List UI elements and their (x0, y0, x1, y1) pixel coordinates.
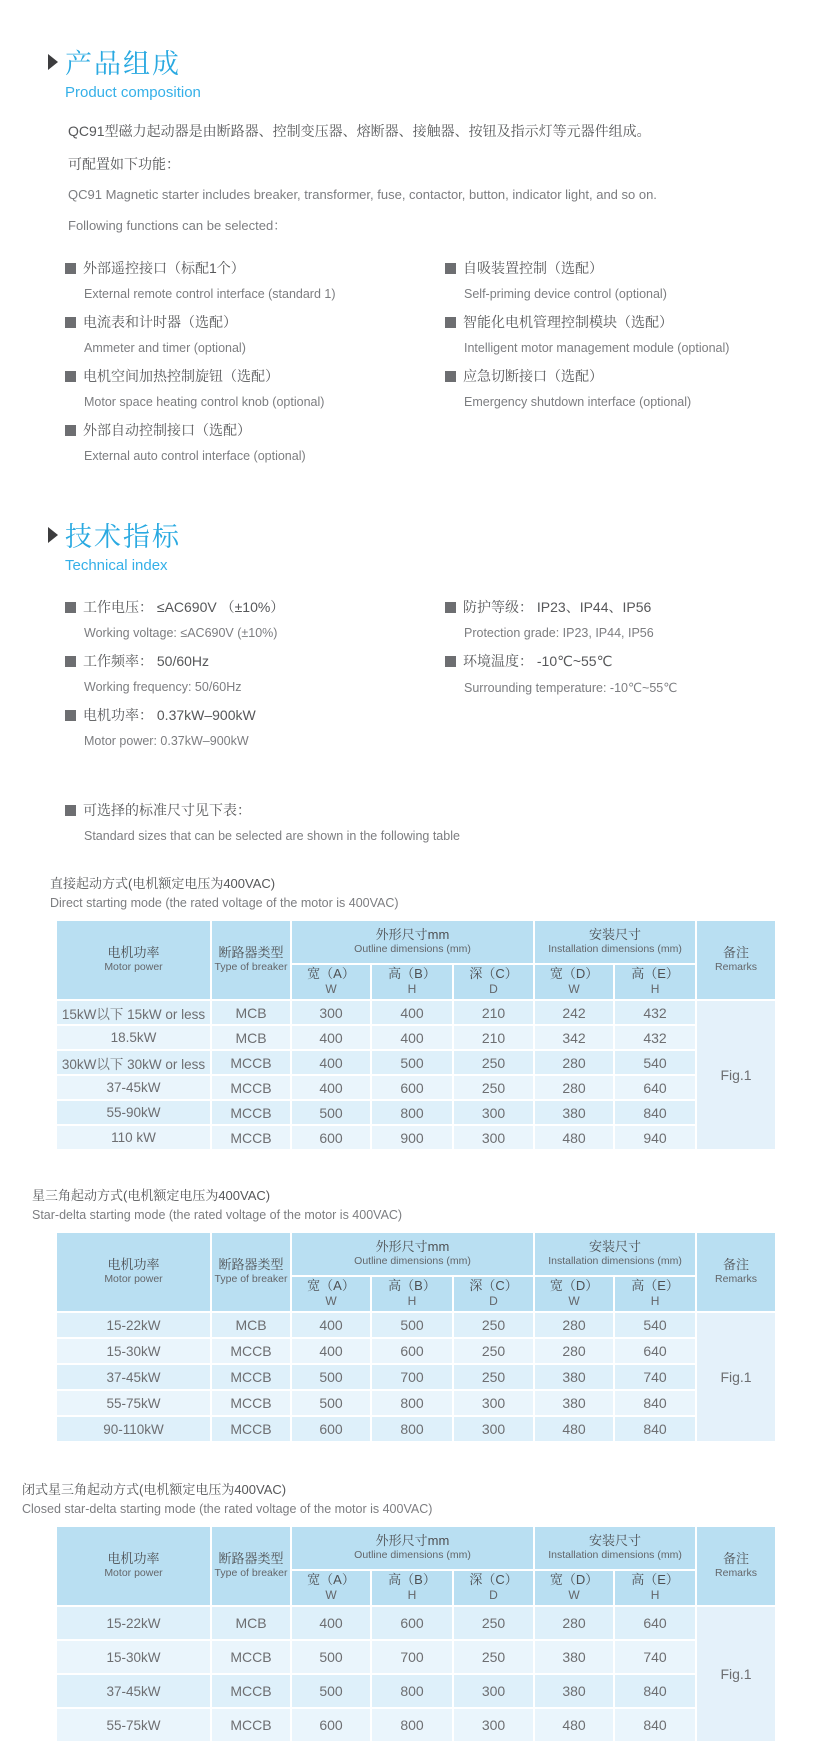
table-cell: 342 (534, 1025, 614, 1050)
column-header-outline-dimensions: 外形尺寸mm Outline dimensions (mm) (291, 1232, 534, 1276)
column-subheader: 深（C） D (453, 964, 534, 1000)
table-cell: 250 (453, 1606, 534, 1640)
table-cell: MCCB (211, 1390, 291, 1416)
list-item-label-en: Motor space heating control knob (optional) (84, 395, 325, 409)
table-cell: 400 (291, 1025, 371, 1050)
remarks-cell: Fig.1 (696, 1000, 776, 1150)
table-cell: 800 (371, 1390, 453, 1416)
bullet-square-icon (445, 263, 456, 274)
column-header-installation-dimensions: 安装尺寸 Installation dimensions (mm) (534, 1526, 696, 1570)
table-header (56, 920, 776, 1000)
column-subheader: 宽（A） W (291, 1570, 371, 1606)
table-cell: 55-75kW (56, 1390, 211, 1416)
list-item-text-cn: 智能化电机管理控制模块（选配） (463, 314, 673, 330)
product-description (68, 121, 830, 234)
table-cell: 540 (614, 1312, 696, 1338)
list-item-label-cn (65, 420, 445, 440)
section-arrow-icon (48, 527, 58, 543)
table-cell: 37-45kW (56, 1364, 211, 1390)
table-cell: 90-110kW (56, 1416, 211, 1442)
table-row (56, 1050, 776, 1075)
table-row (56, 1338, 776, 1364)
table-block-star-delta (0, 1185, 830, 1443)
table-cell: 300 (453, 1390, 534, 1416)
table-cell: 300 (453, 1125, 534, 1150)
description-cn-line2: 可配置如下功能： (68, 156, 180, 172)
table-cell: MCB (211, 1000, 291, 1025)
list-item-text-cn: 工作电压： ≤AC690V （±10%） (83, 599, 285, 615)
table-cell: 500 (291, 1390, 371, 1416)
table-title-cn: 直接起动方式(电机额定电压为400VAC) (50, 876, 276, 891)
table-cell: 300 (453, 1674, 534, 1708)
list-item-text-cn: 电机功率： 0.37kW–900kW (83, 707, 256, 723)
table-row (56, 1100, 776, 1125)
list-item (65, 420, 445, 463)
table-title-en: Closed star-delta starting mode (the rated voltage of the motor is 400VAC) (22, 1502, 433, 1516)
list-item-label-en: Surrounding temperature: -10℃~55℃ (464, 681, 678, 695)
bullet-square-icon (65, 602, 76, 613)
table-cell: 400 (371, 1000, 453, 1025)
section-title-en: Technical index (65, 557, 168, 574)
table-title-cn: 闭式星三角起动方式(电机额定电压为400VAC) (22, 1482, 287, 1497)
table-cell: MCCB (211, 1416, 291, 1442)
table-cell: 280 (534, 1075, 614, 1100)
table-cell: 55-75kW (56, 1708, 211, 1742)
bullet-square-icon (65, 371, 76, 382)
table-cell: 30kW以下 30kW or less (56, 1050, 211, 1075)
bullet-square-icon (65, 710, 76, 721)
list-item-text-cn: 防护等级： IP23、IP44、IP56 (463, 599, 652, 615)
table-cell: 242 (534, 1000, 614, 1025)
table-cell: 280 (534, 1312, 614, 1338)
table-cell: 15-30kW (56, 1640, 211, 1674)
table-cell: 640 (614, 1075, 696, 1100)
list-item-text-cn: 自吸装置控制（选配） (463, 260, 603, 276)
list-item (445, 312, 830, 355)
column-header-motor-power: 电机功率 Motor power (56, 1232, 211, 1312)
list-item-text-cn: 工作频率： 50/60Hz (83, 653, 210, 669)
table-cell: 500 (291, 1100, 371, 1125)
table-cell: 280 (534, 1606, 614, 1640)
table-cell: 380 (534, 1390, 614, 1416)
table-row (56, 1416, 776, 1442)
table-block-direct-starting (0, 873, 830, 1151)
feature-list (65, 247, 830, 463)
sizes-note-en: Standard sizes that can be selected are shown in the following table (84, 829, 460, 843)
feature-list-left (65, 247, 445, 463)
table-cell: 500 (291, 1640, 371, 1674)
table-cell: MCCB (211, 1100, 291, 1125)
column-header-breaker-type: 断路器类型 Type of breaker (211, 920, 291, 1000)
table-cell: 280 (534, 1050, 614, 1075)
list-item-text-cn: 外部遥控接口（标配1个） (83, 260, 245, 276)
table-cell: 900 (371, 1125, 453, 1150)
list-item-label-en: Ammeter and timer (optional) (84, 341, 246, 355)
table-cell: 250 (453, 1364, 534, 1390)
table-cell: MCCB (211, 1050, 291, 1075)
table-cell: 540 (614, 1050, 696, 1075)
list-item (445, 651, 830, 695)
table-cell: 600 (291, 1125, 371, 1150)
description-cn-line1: QC91型磁力起动器是由断路器、控制变压器、熔断器、接触器、按钮及指示灯等元器件组成。 (68, 123, 651, 139)
column-header-outline-dimensions: 外形尺寸mm Outline dimensions (mm) (291, 1526, 534, 1570)
list-item-label-cn (65, 258, 445, 278)
table-title-en: Direct starting mode (the rated voltage of the motor is 400VAC) (50, 896, 399, 910)
table-cell: 400 (291, 1312, 371, 1338)
table-cell: 600 (371, 1075, 453, 1100)
table-cell: MCB (211, 1312, 291, 1338)
table-cell: 250 (453, 1338, 534, 1364)
list-item-label-cn (445, 597, 830, 617)
list-item-label-cn (65, 651, 445, 671)
column-subheader: 深（C） D (453, 1276, 534, 1312)
remarks-cell: Fig.1 (696, 1606, 776, 1742)
list-item (445, 258, 830, 301)
column-subheader: 宽（D） W (534, 964, 614, 1000)
table-row (56, 1312, 776, 1338)
column-subheader: 高（E） H (614, 1276, 696, 1312)
list-item-text-cn: 电机空间加热控制旋钮（选配） (83, 368, 279, 384)
column-header-installation-dimensions: 安装尺寸 Installation dimensions (mm) (534, 920, 696, 964)
list-item-label-cn (65, 597, 445, 617)
column-subheader: 宽（A） W (291, 964, 371, 1000)
list-item-label-en: Emergency shutdown interface (optional) (464, 395, 692, 409)
table-cell: 300 (453, 1416, 534, 1442)
list-item-label-en: Self-priming device control (optional) (464, 287, 667, 301)
bullet-square-icon (445, 656, 456, 667)
section-technical-index-header (48, 515, 830, 574)
list-item-label-cn (445, 366, 830, 386)
table-row (56, 1125, 776, 1150)
bullet-square-icon (445, 602, 456, 613)
list-item (65, 597, 445, 640)
bullet-square-icon (445, 317, 456, 328)
column-subheader: 高（B） H (371, 1276, 453, 1312)
column-subheader: 宽（D） W (534, 1276, 614, 1312)
list-item-label-cn (445, 651, 830, 671)
table-cell: 480 (534, 1416, 614, 1442)
table-cell: 380 (534, 1364, 614, 1390)
table-cell: 840 (614, 1390, 696, 1416)
table-title-cn: 星三角起动方式(电机额定电压为400VAC) (32, 1188, 271, 1203)
section-title-cn: 产品组成 (65, 49, 181, 79)
table-body (56, 1606, 776, 1742)
column-subheader: 高（B） H (371, 1570, 453, 1606)
column-header-breaker-type: 断路器类型 Type of breaker (211, 1526, 291, 1606)
table-block-closed-star-delta (0, 1479, 830, 1743)
table-cell: MCCB (211, 1364, 291, 1390)
table-cell: 300 (453, 1100, 534, 1125)
table-cell: 600 (291, 1416, 371, 1442)
table-cell: 55-90kW (56, 1100, 211, 1125)
table-body (56, 1000, 776, 1150)
table-cell: 250 (453, 1050, 534, 1075)
list-item-text-cn: 电流表和计时器（选配） (83, 314, 237, 330)
section-product-composition-header (48, 42, 830, 101)
column-subheader: 宽（D） W (534, 1570, 614, 1606)
table-cell: MCCB (211, 1674, 291, 1708)
spec-list-left (65, 586, 445, 748)
table-cell: 480 (534, 1708, 614, 1742)
table-row (56, 1674, 776, 1708)
table-cell: MCCB (211, 1125, 291, 1150)
table-cell: 500 (371, 1312, 453, 1338)
list-item-label-cn (445, 312, 830, 332)
table-cell: 37-45kW (56, 1674, 211, 1708)
table-cell: 250 (453, 1312, 534, 1338)
table-cell: MCB (211, 1025, 291, 1050)
table-cell: MCB (211, 1606, 291, 1640)
list-item-label-cn (65, 312, 445, 332)
table-row (56, 1606, 776, 1640)
standard-sizes-note (65, 800, 830, 843)
table-cell: 250 (453, 1640, 534, 1674)
column-header-outline-dimensions: 外形尺寸mm Outline dimensions (mm) (291, 920, 534, 964)
table-cell: 640 (614, 1606, 696, 1640)
sizes-note-cn: 可选择的标准尺寸见下表： (65, 800, 830, 820)
list-item-label-en: External auto control interface (optional) (84, 449, 306, 463)
table-cell: 380 (534, 1640, 614, 1674)
list-item-label-cn (65, 366, 445, 386)
bullet-square-icon (445, 371, 456, 382)
table-cell: 800 (371, 1708, 453, 1742)
table-cell: 840 (614, 1708, 696, 1742)
table-cell: 18.5kW (56, 1025, 211, 1050)
table-cell: 700 (371, 1364, 453, 1390)
table-cell: 700 (371, 1640, 453, 1674)
list-item (445, 597, 830, 640)
list-item-label-en: Working frequency: 50/60Hz (84, 680, 242, 694)
list-item-label-en: External remote control interface (standard 1) (84, 287, 336, 301)
table-header (56, 1232, 776, 1312)
table-header (56, 1526, 776, 1606)
table-row (56, 1640, 776, 1674)
table-cell: 15-22kW (56, 1606, 211, 1640)
column-subheader: 高（B） H (371, 964, 453, 1000)
table-cell: 800 (371, 1416, 453, 1442)
table-cell: 37-45kW (56, 1075, 211, 1100)
table-row (56, 1390, 776, 1416)
column-header-remarks: 备注 Remarks (696, 1232, 776, 1312)
dimensions-table-star-delta (55, 1231, 777, 1443)
table-row (56, 1075, 776, 1100)
table-cell: 840 (614, 1674, 696, 1708)
table-cell: 640 (614, 1338, 696, 1364)
table-cell: 110 kW (56, 1125, 211, 1150)
table-cell: 15-30kW (56, 1338, 211, 1364)
table-cell: 500 (291, 1364, 371, 1390)
table-cell: 300 (291, 1000, 371, 1025)
table-cell: 15kW以下 15kW or less (56, 1000, 211, 1025)
list-item-label-en: Protection grade: IP23, IP44, IP56 (464, 626, 654, 640)
column-header-installation-dimensions: 安装尺寸 Installation dimensions (mm) (534, 1232, 696, 1276)
table-cell: MCCB (211, 1075, 291, 1100)
table-cell: 480 (534, 1125, 614, 1150)
feature-list-right (445, 247, 830, 463)
table-cell: 600 (371, 1606, 453, 1640)
column-subheader: 宽（A） W (291, 1276, 371, 1312)
table-cell: MCCB (211, 1640, 291, 1674)
column-header-remarks: 备注 Remarks (696, 1526, 776, 1606)
bullet-square-icon (65, 317, 76, 328)
column-subheader: 深（C） D (453, 1570, 534, 1606)
table-cell: 300 (453, 1708, 534, 1742)
column-header-breaker-type: 断路器类型 Type of breaker (211, 1232, 291, 1312)
table-cell: 400 (371, 1025, 453, 1050)
table-cell: 15-22kW (56, 1312, 211, 1338)
table-cell: 600 (291, 1708, 371, 1742)
table-cell: 800 (371, 1100, 453, 1125)
table-cell: 280 (534, 1338, 614, 1364)
list-item-label-en: Intelligent motor management module (optional) (464, 341, 730, 355)
list-item-text-cn: 外部自动控制接口（选配） (83, 422, 251, 438)
list-item-label-cn (65, 705, 445, 725)
list-item-label-en: Motor power: 0.37kW–900kW (84, 734, 249, 748)
spec-list (65, 586, 830, 748)
table-cell: 432 (614, 1025, 696, 1050)
table-cell: 500 (371, 1050, 453, 1075)
description-en-line2: Following functions can be selected： (68, 218, 287, 233)
table-row (56, 1364, 776, 1390)
table-body (56, 1312, 776, 1442)
list-item (65, 258, 445, 301)
list-item (65, 312, 445, 355)
table-cell: 400 (291, 1606, 371, 1640)
description-en-line1: QC91 Magnetic starter includes breaker, transformer, fuse, contactor, button, indicator light, and so on. (68, 187, 657, 202)
bullet-square-icon (65, 805, 76, 816)
column-header-motor-power: 电机功率 Motor power (56, 1526, 211, 1606)
bullet-square-icon (65, 656, 76, 667)
table-cell: 380 (534, 1100, 614, 1125)
list-item (65, 651, 445, 694)
spec-list-right (445, 586, 830, 748)
table-row (56, 1000, 776, 1025)
section-title-cn: 技术指标 (65, 522, 181, 552)
table-cell: 210 (453, 1000, 534, 1025)
section-arrow-icon (48, 54, 58, 70)
list-item-text-cn: 环境温度： -10℃~55℃ (463, 653, 613, 669)
column-header-remarks: 备注 Remarks (696, 920, 776, 1000)
list-item-label-cn (445, 258, 830, 278)
table-cell: 380 (534, 1674, 614, 1708)
table-cell: 500 (291, 1674, 371, 1708)
remarks-cell: Fig.1 (696, 1312, 776, 1442)
section-title-en: Product composition (65, 84, 201, 101)
list-item (65, 366, 445, 409)
list-item (65, 705, 445, 748)
column-header-motor-power: 电机功率 Motor power (56, 920, 211, 1000)
table-cell: 250 (453, 1075, 534, 1100)
table-title-en: Star-delta starting mode (the rated voltage of the motor is 400VAC) (32, 1208, 403, 1222)
table-row (56, 1708, 776, 1742)
table-cell: MCCB (211, 1338, 291, 1364)
dimensions-table-closed-star-delta (55, 1525, 777, 1743)
table-cell: 840 (614, 1100, 696, 1125)
list-item-label-en: Working voltage: ≤AC690V (±10%) (84, 626, 278, 640)
table-cell: MCCB (211, 1708, 291, 1742)
column-subheader: 高（E） H (614, 1570, 696, 1606)
list-item (445, 366, 830, 409)
table-cell: 400 (291, 1338, 371, 1364)
table-cell: 800 (371, 1674, 453, 1708)
table-cell: 840 (614, 1416, 696, 1442)
table-cell: 740 (614, 1364, 696, 1390)
table-cell: 400 (291, 1075, 371, 1100)
table-row (56, 1025, 776, 1050)
table-cell: 210 (453, 1025, 534, 1050)
dimensions-table-direct-starting (55, 919, 777, 1151)
table-cell: 740 (614, 1640, 696, 1674)
table-cell: 432 (614, 1000, 696, 1025)
table-cell: 940 (614, 1125, 696, 1150)
bullet-square-icon (65, 425, 76, 436)
table-cell: 600 (371, 1338, 453, 1364)
column-subheader: 高（E） H (614, 964, 696, 1000)
bullet-square-icon (65, 263, 76, 274)
list-item-text-cn: 应急切断接口（选配） (463, 368, 603, 384)
table-cell: 400 (291, 1050, 371, 1075)
